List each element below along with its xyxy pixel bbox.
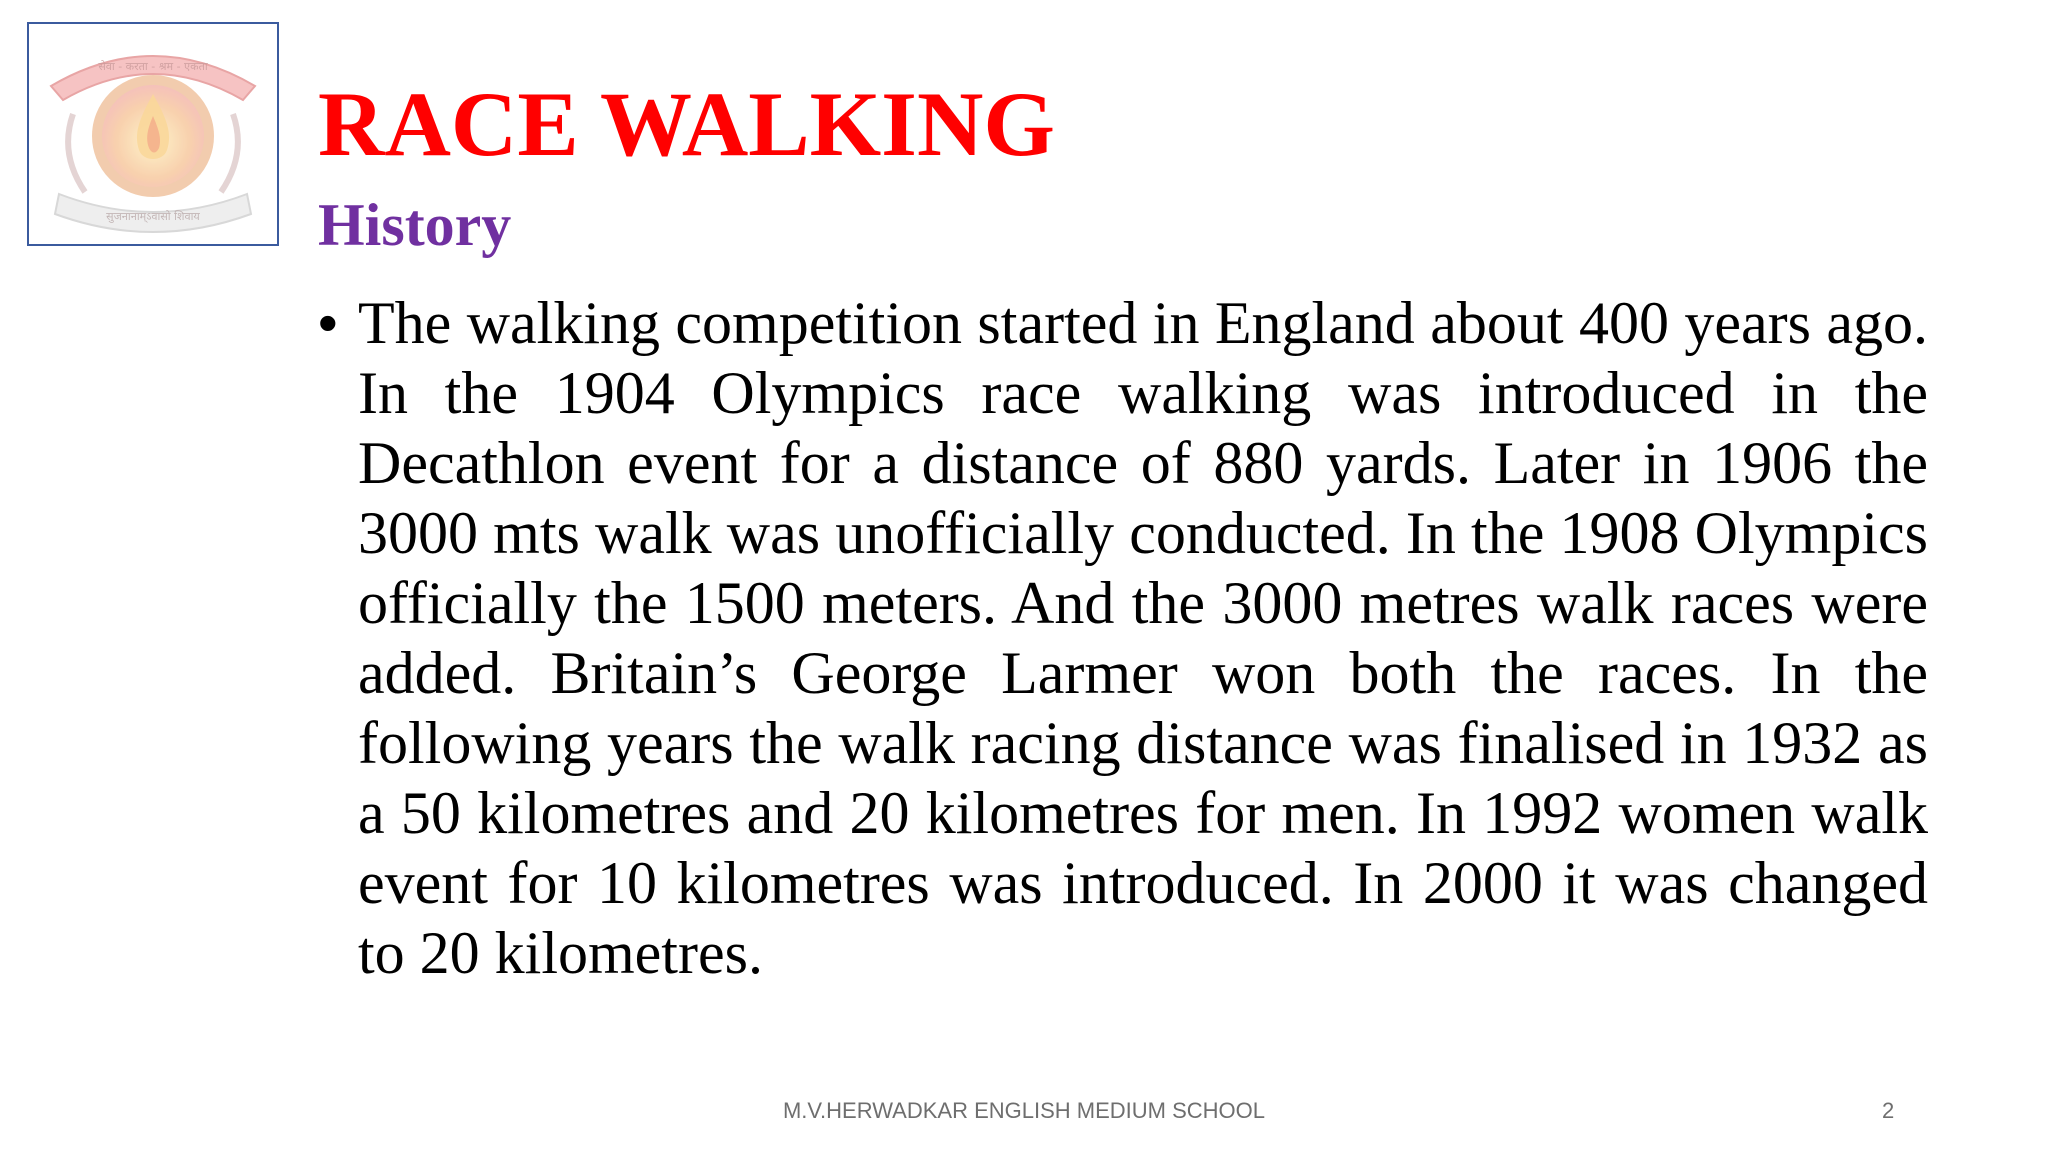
footer-school-name: M.V.HERWADKAR ENGLISH MEDIUM SCHOOL <box>782 1098 1266 1123</box>
slide-subtitle: History <box>318 192 512 258</box>
body-paragraph: The walking competition started in England about 400 years ago. In the 1904 Olympics race walking was introduced in the Decathlon event for a distance of 880 yards. Later in 1906 the 3000 mts walk was unofficially conducted. In the 1908 Olympics officially the 1500 meters. And the 3000 metres walk races were added. Britain’s George Larmer won both the races. In the following years the walk racing distance was finalised in 1932 as a 50 kilometres and 20 kilometres for men. In 1992 women walk event for 10 kilometres was introduced. In 2000 it was changed to 20 kilometres. <box>358 290 1928 986</box>
slide-title: RACE WALKING <box>318 73 1055 175</box>
bullet-marker: • <box>318 291 338 354</box>
bullet-list-item <box>318 288 1928 988</box>
logo-motto-bottom: सुजनानाम्ऽवासो शिवाय <box>106 210 200 223</box>
page-number: 2 <box>1882 1098 1895 1123</box>
school-logo <box>27 22 279 246</box>
school-emblem-icon <box>29 24 277 244</box>
logo-motto-top: सेवा - करता - श्रम - एकता <box>98 60 208 73</box>
